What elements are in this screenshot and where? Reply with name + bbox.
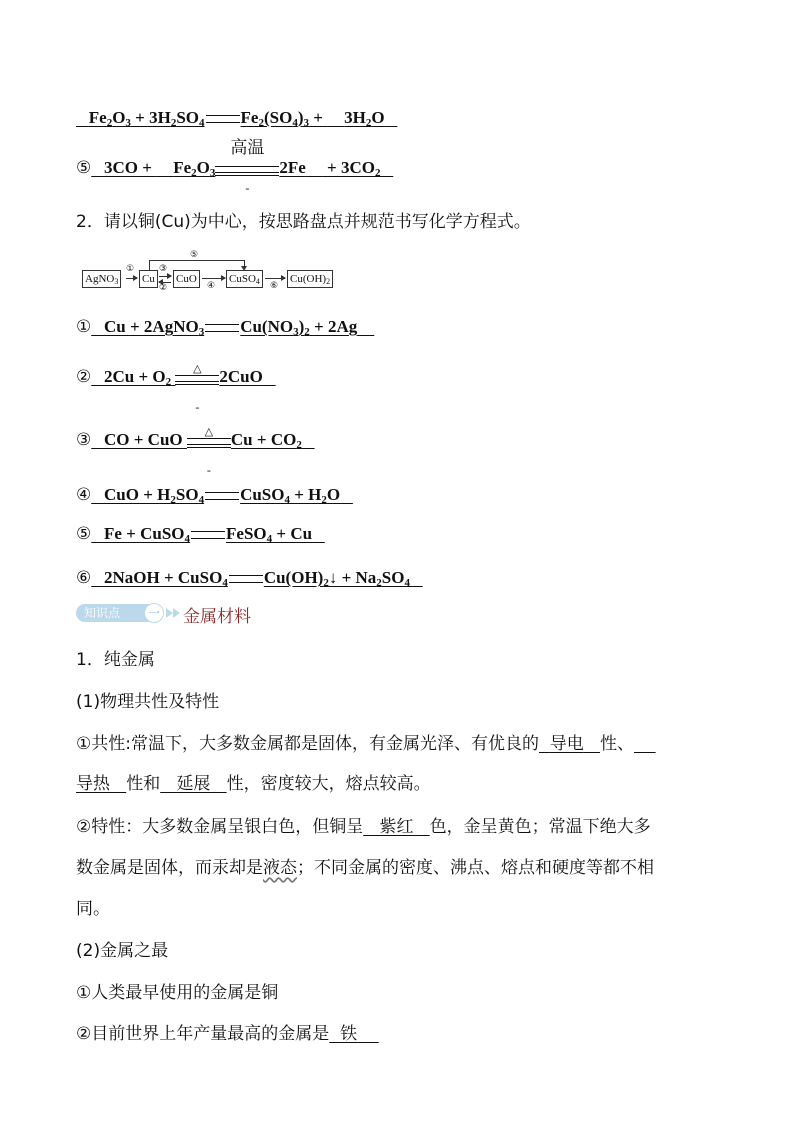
equation-blank: 2NaOH + CuSO$_4$ $Cu(OH)_2↓ + Na_2SO_4$ — [104, 568, 410, 589]
item-number: ② — [76, 367, 92, 387]
paragraph-end: 同。 — [76, 899, 110, 919]
arrow-4 — [202, 278, 225, 279]
arrow-1 — [126, 278, 137, 279]
item-number: ③ — [76, 430, 92, 450]
paragraph-special-properties: ②特性：大多数金属呈银白色，但铜呈 紫红 色，金呈黄色；常温下绝大多 — [76, 817, 651, 837]
equals-sign — [229, 575, 263, 583]
answer-blank: 铁 — [340, 1024, 358, 1044]
box-cuso4: CuSO$_4$ — [226, 270, 263, 288]
item-number: ⑤ — [76, 158, 92, 178]
answer-blank: 导电 — [549, 734, 584, 754]
equation-blank: Fe + CuSO$_4$ FeSO$_4$ + Cu — [104, 524, 313, 545]
emphasis-text: 液态 — [263, 858, 297, 878]
triangle-icon — [173, 608, 180, 618]
equation-iron-oxide-acid — [76, 106, 734, 130]
badge-number: 一 — [144, 603, 164, 623]
item-number: ④ — [76, 485, 92, 505]
reaction-condition: △ - — [175, 371, 219, 385]
reaction-6 — [76, 566, 734, 590]
label-3: ③ — [159, 264, 168, 274]
box-cuoh2: $Cu(OH)_2$ — [287, 270, 333, 288]
paragraph-special-properties-cont: 数金属是固体，而汞却是液态；不同金属的密度、沸点、熔点和硬度等都不相 — [76, 858, 654, 878]
heading-pure-metals: 1．纯金属 — [76, 650, 155, 670]
reaction-condition: 高温 - — [215, 162, 279, 176]
label-4: ④ — [207, 281, 216, 291]
label-6: ⑥ — [270, 281, 279, 291]
answer-blank: 紫红 — [379, 817, 414, 837]
equals-sign — [191, 531, 225, 539]
box-cu: Cu — [139, 270, 158, 288]
fact-earliest-metal: ①人类最早使用的金属是铜 — [76, 983, 279, 1003]
fact-highest-output-metal: ②目前世界上年产量最高的金属是 铁 — [76, 1022, 734, 1046]
paragraph-common-properties-cont: 导热 性和 延展 性，密度较大，熔点较高。 — [76, 774, 431, 794]
reaction-4 — [76, 483, 734, 507]
badge-label: 知识点 — [76, 604, 160, 622]
item-number: ⑥ — [76, 568, 92, 588]
arrow-5-bar — [149, 260, 244, 261]
reaction-condition: △ - — [187, 434, 231, 448]
triangle-icon — [166, 608, 173, 618]
arrow-5-stem — [149, 260, 150, 270]
equation-blank: 3CO + $Fe_2O_3$ 高温 - 2Fe + $3CO_2$ — [104, 138, 381, 196]
arrow-6 — [265, 278, 285, 279]
subheading-properties: (1)物理共性及特性 — [76, 692, 220, 712]
label-1: ① — [126, 264, 135, 274]
equation-blank: Cu + 2AgNO$_3$ $Cu(NO_3)_2 + 2Ag$ — [104, 317, 358, 338]
paragraph-common-properties: ①共性:常温下，大多数金属都是固体，有金属光泽、有优良的 导电 性、 — [76, 734, 634, 754]
equation-5-co-reduction — [76, 138, 734, 196]
arrow-3 — [159, 276, 171, 277]
label-2: ② — [159, 283, 168, 293]
item-number: ① — [76, 317, 92, 337]
arrow-5-head — [241, 266, 247, 271]
equals-sign — [206, 115, 240, 123]
section-title: 金属材料 — [183, 607, 251, 627]
item-number: ⑤ — [76, 524, 92, 544]
reaction-5 — [76, 522, 734, 546]
reaction-3 — [76, 426, 734, 478]
subheading-metal-superlatives: (2)金属之最 — [76, 941, 169, 961]
equals-sign — [205, 492, 239, 500]
label-5: ⑤ — [190, 250, 199, 260]
equals-sign — [205, 324, 239, 332]
equation-blank: $2Cu + O_2$ △ - 2CuO — [104, 363, 263, 415]
reaction-2 — [76, 363, 734, 415]
equation-blank: CO + CuO △ - $Cu + CO_2$ — [104, 426, 302, 478]
copper-flowchart — [82, 250, 342, 293]
equation-blank: $Fe_2O_3 + 3H_2SO_4$ $Fe_2(SO_4)_3$ + $3H_2O$ — [88, 108, 385, 129]
reaction-1 — [76, 315, 734, 339]
answer-blank: 延展 — [176, 774, 211, 794]
equation-blank: CuO + $H_2SO_4$ CuSO$_4$ + $H_2O$ — [104, 485, 341, 506]
box-agno3: AgNO$_3$ — [82, 270, 121, 288]
answer-blank: 导热 — [76, 774, 110, 794]
question-2: 2．请以铜(Cu)为中心，按思路盘点并规范书写化学方程式。 — [76, 212, 531, 232]
box-cuo: CuO — [173, 270, 200, 288]
